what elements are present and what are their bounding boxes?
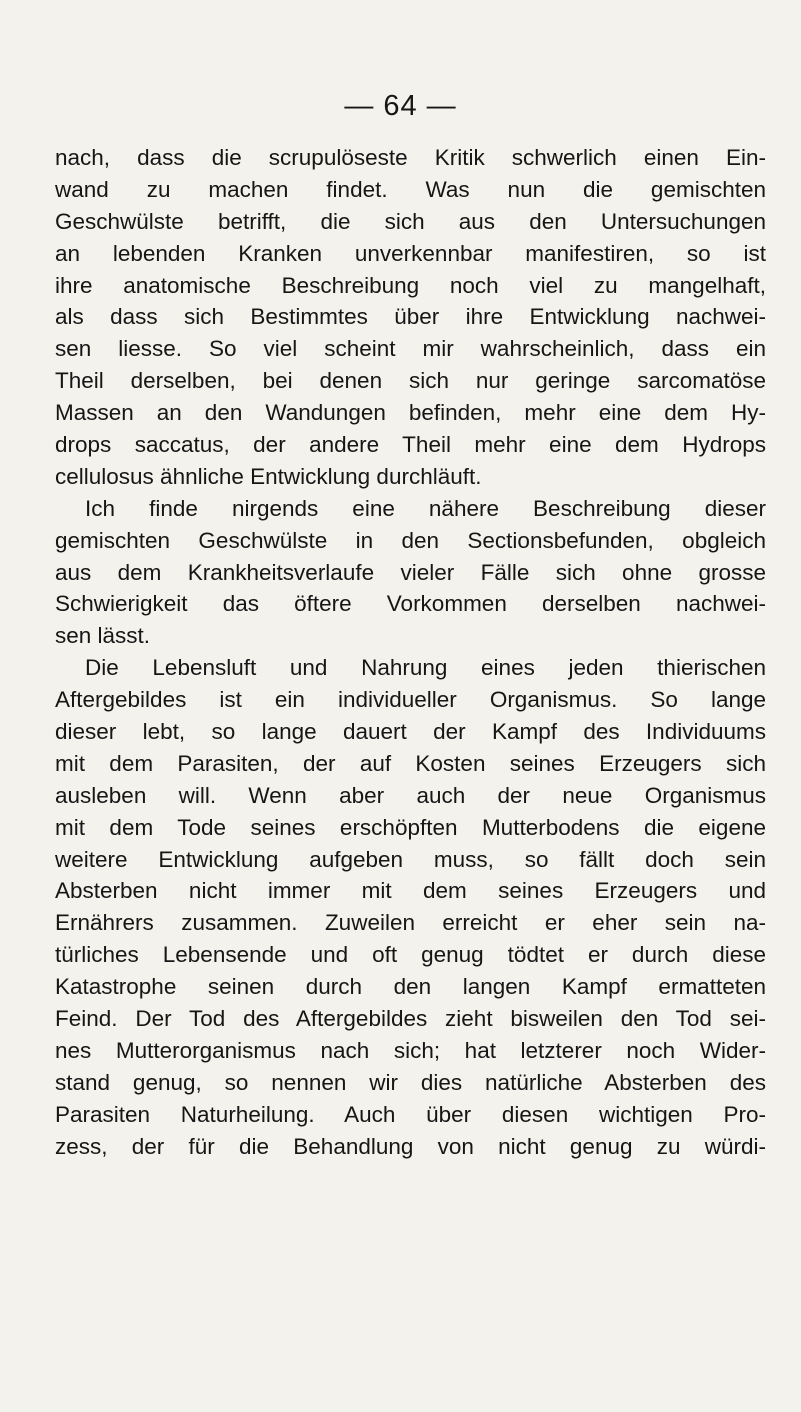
text-line: Feind. Der Tod des Aftergebildes zieht bisweilen den Tod sei- bbox=[55, 1006, 766, 1032]
text-line: Ernährers zusammen. Zuweilen erreicht er eher sein na- bbox=[55, 910, 766, 936]
text-line: ihre anatomische Beschreibung noch viel zu mangelhaft, bbox=[55, 272, 766, 298]
text-line: Schwierigkeit das öftere Vorkommen derselben nachwei- bbox=[55, 591, 766, 617]
text-line: Aftergebildes ist ein individueller Organismus. So lange bbox=[55, 687, 766, 713]
text-line: ausleben will. Wenn aber auch der neue Organismus bbox=[55, 782, 766, 808]
text-line: wand zu machen findet. Was nun die gemischten bbox=[55, 176, 766, 202]
text-line: sen lässt. bbox=[55, 623, 151, 649]
body-text bbox=[55, 142, 766, 1163]
text-line: Massen an den Wandungen befinden, mehr eine dem Hy- bbox=[55, 400, 766, 426]
text-line: an lebenden Kranken unverkennbar manifestiren, so ist bbox=[55, 240, 766, 266]
text-line: stand genug, so nennen wir dies natürliche Absterben des bbox=[55, 1069, 766, 1095]
text-line: mit dem Parasiten, der auf Kosten seines Erzeugers sich bbox=[55, 750, 766, 776]
page-number: — 64 — bbox=[344, 90, 457, 122]
text-line: Ich finde nirgends eine nähere Beschreibung dieser bbox=[85, 495, 766, 521]
text-line: cellulosus ähnliche Entwicklung durchläuft. bbox=[55, 463, 482, 489]
text-line: mit dem Tode seines erschöpften Mutterbodens die eigene bbox=[55, 814, 766, 840]
text-line: als dass sich Bestimmtes über ihre Entwicklung nachwei- bbox=[55, 304, 766, 330]
text-line: Geschwülste betrifft, die sich aus den Untersuchungen bbox=[55, 208, 766, 234]
text-line: türliches Lebensende und oft genug tödtet er durch diese bbox=[55, 942, 766, 968]
text-line: dieser lebt, so lange dauert der Kampf des Individuums bbox=[55, 719, 766, 745]
text-line: nach, dass die scrupulöseste Kritik schwerlich einen Ein- bbox=[55, 145, 766, 170]
text-line: sen liesse. So viel scheint mir wahrscheinlich, dass ein bbox=[55, 336, 766, 362]
text-line: Parasiten Naturheilung. Auch über diesen wichtigen Pro- bbox=[55, 1101, 766, 1127]
text-line: drops saccatus, der andere Theil mehr eine dem Hydrops bbox=[55, 432, 766, 458]
text-line: nes Mutterorganismus nach sich; hat letzterer noch Wider- bbox=[55, 1037, 766, 1063]
text-line: Absterben nicht immer mit dem seines Erzeugers und bbox=[55, 878, 766, 904]
text-line: zess, der für die Behandlung von nicht genug zu würdi- bbox=[55, 1133, 766, 1159]
text-line: weitere Entwicklung aufgeben muss, so fällt doch sein bbox=[55, 846, 766, 872]
text-line: gemischten Geschwülste in den Sectionsbefunden, obgleich bbox=[55, 527, 766, 553]
text-line: Die Lebensluft und Nahrung eines jeden thierischen bbox=[85, 655, 766, 681]
text-line: Katastrophe seinen durch den langen Kampf ermatteten bbox=[55, 974, 766, 1000]
text-line: Theil derselben, bei denen sich nur geringe sarcomatöse bbox=[55, 368, 766, 394]
text-line: aus dem Krankheitsverlaufe vieler Fälle sich ohne grosse bbox=[55, 559, 766, 585]
